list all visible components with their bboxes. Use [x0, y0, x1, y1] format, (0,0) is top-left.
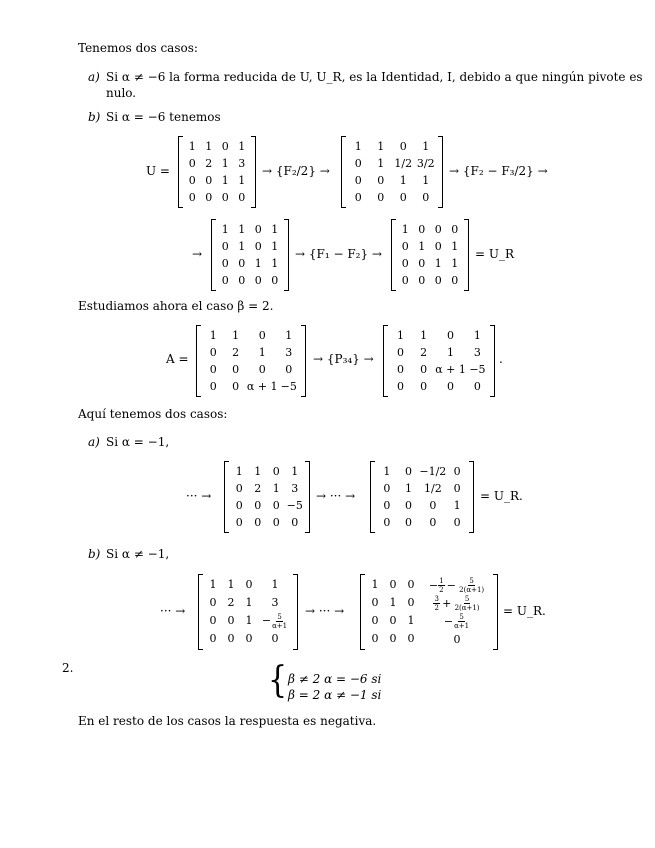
matrix-cell: 0 [453, 464, 461, 478]
matrix-cell: 0 [235, 498, 243, 512]
matrix-step2 [211, 219, 289, 291]
case-a2-label: a) [88, 435, 100, 449]
matrix-cell: 0 [254, 515, 262, 529]
matrix-cell: 1 [258, 345, 266, 359]
matrix-cell: 1 [238, 173, 246, 187]
matrix-cell: 1 [209, 328, 217, 342]
matrix-cell: 1 [420, 328, 428, 342]
matrix-cell: 0 [272, 498, 280, 512]
matrix-cell: 0 [407, 596, 415, 609]
matrix-cell: 0 [238, 190, 246, 204]
matrix-cell: 2 [420, 345, 428, 359]
matrix-cell: 0 [451, 273, 459, 287]
matrix-cell: 0 [227, 614, 235, 627]
case-a1-label: a) [88, 70, 100, 84]
matrix-cell: 2 [254, 481, 262, 495]
matrix-cell: 0 [254, 222, 262, 236]
matrix-cell: 1 [221, 173, 229, 187]
matrix-cell: 0 [447, 379, 455, 393]
item2-row1: β ≠ 2 α = −6 si [288, 672, 382, 686]
matrix-cell: 1 [377, 139, 385, 153]
matrix-cell: 1 [434, 256, 442, 270]
matrix-cell: 0 [254, 498, 262, 512]
matrix-cell: 0 [401, 273, 409, 287]
matrix-cell: 0 [377, 173, 385, 187]
op-f2-half: → {F₂/2} → [262, 164, 330, 178]
matrix-cell: 1 [232, 328, 240, 342]
matrix-cell: 1 [271, 578, 279, 591]
matrix-cell: 0 [473, 379, 481, 393]
matrix-cell: 3 [238, 156, 246, 170]
matrix-cell: 1 [405, 481, 413, 495]
matrix-cell: 1 [205, 139, 213, 153]
matrix-cell: 1 [397, 328, 405, 342]
matrix-alpha-not-minus1-end [360, 574, 498, 650]
matrix-cell: 1 [473, 328, 481, 342]
matrix-cell: 0 [434, 239, 442, 253]
matrix-cell: 0 [389, 632, 397, 645]
matrix-cell: 1 [383, 464, 391, 478]
ur-result: = U_R [475, 247, 515, 261]
matrix-cell: 1 [227, 578, 235, 591]
op-p34: → {P₃₄} → [313, 352, 374, 366]
matrix-cell: 0 [209, 345, 217, 359]
case-a1-line2: nulo. [106, 86, 137, 100]
matrix-cell: 2 [227, 596, 235, 609]
matrix-cell: 0 [407, 632, 415, 645]
matrix-alpha-minus1-end [370, 461, 474, 533]
item2-number: 2. [62, 661, 74, 675]
matrix-cell: 0 [235, 515, 243, 529]
matrix-cell: 0 [418, 222, 426, 236]
matrix-cell: 0 [221, 273, 229, 287]
matrix-cell: 0 [420, 362, 428, 376]
matrix-cell: 0 [418, 256, 426, 270]
b2-lead: ··· → [160, 604, 186, 618]
matrix-cell: 1 [271, 256, 279, 270]
matrix-cell: α + 1 [246, 379, 278, 393]
case-b1-text: Si α = −6 tenemos [106, 110, 221, 124]
matrix-cell: 0 [188, 173, 196, 187]
a2-result: = U_R. [480, 489, 523, 503]
matrix-cell: 0 [221, 190, 229, 204]
matrix-cell: 0 [420, 379, 428, 393]
matrix-cell: 0 [272, 464, 280, 478]
matrix-cell: 0 [188, 156, 196, 170]
matrix-cell: 0 [371, 632, 379, 645]
matrix-cell: 0 [371, 614, 379, 627]
u-lhs: U = [146, 164, 170, 178]
matrix-cell: 0 [227, 632, 235, 645]
matrix-cell: 0 [258, 328, 266, 342]
matrix-cell: 0 [271, 273, 279, 287]
matrix-cell: −5 [280, 379, 297, 393]
b2-result: = U_R. [503, 604, 546, 618]
matrix-a-permuted [383, 325, 495, 397]
matrix-cell: 0 [205, 173, 213, 187]
matrix-cell: 1 [254, 464, 262, 478]
matrix-cell: 1 [418, 239, 426, 253]
matrix-cell: 0 [238, 273, 246, 287]
matrix-cell: 1 [291, 464, 299, 478]
matrix-cell: 0 [209, 379, 217, 393]
matrix-cell: − $\frac{5}{\alpha+1}$ [443, 612, 470, 630]
case-b2-text: Si α ≠ −1, [106, 547, 170, 561]
final-text: En el resto de los casos la respuesta es negativa. [78, 714, 377, 728]
a-lhs: A = [166, 352, 189, 366]
matrix-cell: 0 [434, 273, 442, 287]
aqui-text: Aquí tenemos dos casos: [78, 407, 228, 421]
matrix-cell: 0 [235, 481, 243, 495]
matrix-cell: 0 [453, 481, 461, 495]
chain2-lead-arrow: → [192, 247, 203, 261]
matrix-cell: 1 [401, 222, 409, 236]
matrix-cell: 1 [422, 173, 430, 187]
matrix-cell: 0 [405, 515, 413, 529]
matrix-cell: 1 [451, 239, 459, 253]
matrix-cell: 1 [245, 614, 253, 627]
matrix-cell: − $\frac{1}{2}$ − $\frac{5}{2(\alpha+1)}$ [428, 576, 485, 594]
matrix-cell: 1 [188, 139, 196, 153]
matrix-cell: 1 [254, 256, 262, 270]
matrix-cell: 0 [447, 328, 455, 342]
matrix-cell: 1 [209, 578, 217, 591]
matrix-cell: $\frac{3}{2}$ + $\frac{5}{2(\alpha+1)}$ [434, 594, 480, 612]
matrix-cell: −5 [286, 498, 303, 512]
matrix-u [178, 136, 256, 208]
matrix-cell: 0 [418, 273, 426, 287]
matrix-cell: 0 [405, 498, 413, 512]
matrix-cell: 0 [383, 515, 391, 529]
matrix-cell: 0 [429, 498, 437, 512]
matrix-cell: 1 [447, 345, 455, 359]
matrix-cell: 1 [451, 256, 459, 270]
left-brace: { [268, 659, 288, 702]
matrix-cell: 1 [271, 239, 279, 253]
matrix-cell: 1 [272, 481, 280, 495]
matrix-cell: 0 [232, 379, 240, 393]
matrix-cell: 1 [389, 596, 397, 609]
matrix-cell: 0 [209, 614, 217, 627]
matrix-cell: 1 [245, 596, 253, 609]
matrix-step1 [341, 136, 443, 208]
op-f2-minus-f3: → {F₂ − F₃/2} → [449, 164, 548, 178]
matrix-cell: 0 [209, 632, 217, 645]
matrix-cell: 1 [238, 139, 246, 153]
matrix-cell: 0 [453, 632, 461, 646]
matrix-cell: 3 [271, 596, 279, 609]
matrix-cell: 0 [254, 273, 262, 287]
matrix-cell: 1/2 [423, 481, 442, 495]
matrix-cell: 3/2 [416, 156, 435, 170]
matrix-cell: 1 [407, 614, 415, 627]
matrix-cell: 3 [473, 345, 481, 359]
matrix-cell: α + 1 [435, 362, 466, 376]
matrix-cell: 0 [238, 256, 246, 270]
matrix-cell: 0 [221, 139, 229, 153]
matrix-cell: 3 [291, 481, 299, 495]
matrix-cell: 0 [405, 464, 413, 478]
matrix-alpha-minus1-start [224, 461, 310, 533]
a2-op: → ··· → [316, 489, 356, 503]
matrix-cell: 1 [453, 498, 461, 512]
matrix-cell: 0 [389, 614, 397, 627]
op-f1-minus-f2: → {F₁ − F₂} → [295, 247, 382, 261]
matrix-cell: 0 [209, 596, 217, 609]
case-b2-label: b) [88, 547, 101, 561]
matrix-cell: 0 [285, 362, 293, 376]
matrix-cell: 0 [397, 379, 405, 393]
matrix-cell: 1/2 [394, 156, 413, 170]
matrix-cell: 1 [221, 156, 229, 170]
matrix-cell: − $\frac{5}{\alpha+1}$ [261, 612, 288, 630]
matrix-cell: 1 [285, 328, 293, 342]
case-b1-label: b) [88, 110, 101, 124]
matrix-cell: −1/2 [419, 464, 447, 478]
matrix-cell: 2 [205, 156, 213, 170]
matrix-cell: 0 [383, 498, 391, 512]
matrix-ur [391, 219, 469, 291]
matrix-cell: −5 [469, 362, 486, 376]
matrix-cell: 0 [371, 596, 379, 609]
beta-intro: Estudiamos ahora el caso β = 2. [78, 299, 274, 313]
matrix-cell: 0 [254, 239, 262, 253]
matrix-cell: 0 [354, 156, 362, 170]
a2-lead: ··· → [186, 489, 212, 503]
matrix-a [196, 325, 306, 397]
matrix-cell: 0 [397, 362, 405, 376]
matrix-cell: 0 [434, 222, 442, 236]
matrix-cell: 0 [245, 578, 253, 591]
chain3-period: . [499, 352, 503, 366]
matrix-cell: 0 [354, 173, 362, 187]
item2-row2: β = 2 α ≠ −1 si [288, 688, 382, 702]
matrix-cell: 0 [221, 239, 229, 253]
matrix-cell: 0 [205, 190, 213, 204]
matrix-cell: 3 [285, 345, 293, 359]
matrix-cell: 0 [399, 190, 407, 204]
matrix-cell: 0 [209, 362, 217, 376]
b2-op: → ··· → [305, 604, 345, 618]
matrix-cell: 0 [383, 481, 391, 495]
matrix-alpha-not-minus1-start [198, 574, 298, 650]
matrix-cell: 0 [272, 515, 280, 529]
matrix-cell: 1 [238, 239, 246, 253]
matrix-cell: 0 [399, 139, 407, 153]
matrix-cell: 0 [451, 222, 459, 236]
matrix-cell: 1 [422, 139, 430, 153]
matrix-cell: 0 [245, 632, 253, 645]
matrix-cell: 0 [271, 632, 279, 645]
matrix-cell: 1 [377, 156, 385, 170]
matrix-cell: 0 [422, 190, 430, 204]
matrix-cell: 1 [371, 578, 379, 591]
matrix-cell: 1 [354, 139, 362, 153]
matrix-cell: 1 [221, 222, 229, 236]
matrix-cell: 0 [258, 362, 266, 376]
matrix-cell: 1 [271, 222, 279, 236]
matrix-cell: 0 [401, 256, 409, 270]
matrix-cell: 0 [401, 239, 409, 253]
matrix-cell: 1 [399, 173, 407, 187]
matrix-cell: 2 [232, 345, 240, 359]
matrix-cell: 0 [407, 578, 415, 591]
matrix-cell: 0 [377, 190, 385, 204]
case-a2-text: Si α = −1, [106, 435, 170, 449]
matrix-cell: 0 [221, 256, 229, 270]
matrix-cell: 0 [291, 515, 299, 529]
matrix-cell: 0 [354, 190, 362, 204]
intro-text: Tenemos dos casos: [78, 41, 198, 55]
matrix-cell: 0 [429, 515, 437, 529]
matrix-cell: 0 [232, 362, 240, 376]
matrix-cell: 0 [453, 515, 461, 529]
matrix-cell: 0 [188, 190, 196, 204]
matrix-cell: 0 [389, 578, 397, 591]
matrix-cell: 0 [397, 345, 405, 359]
matrix-cell: 1 [238, 222, 246, 236]
matrix-cell: 1 [235, 464, 243, 478]
case-a1-line1: Si α ≠ −6 la forma reducida de U, U_R, es la Identidad, I, debido a que ningún pivote es [106, 70, 643, 84]
